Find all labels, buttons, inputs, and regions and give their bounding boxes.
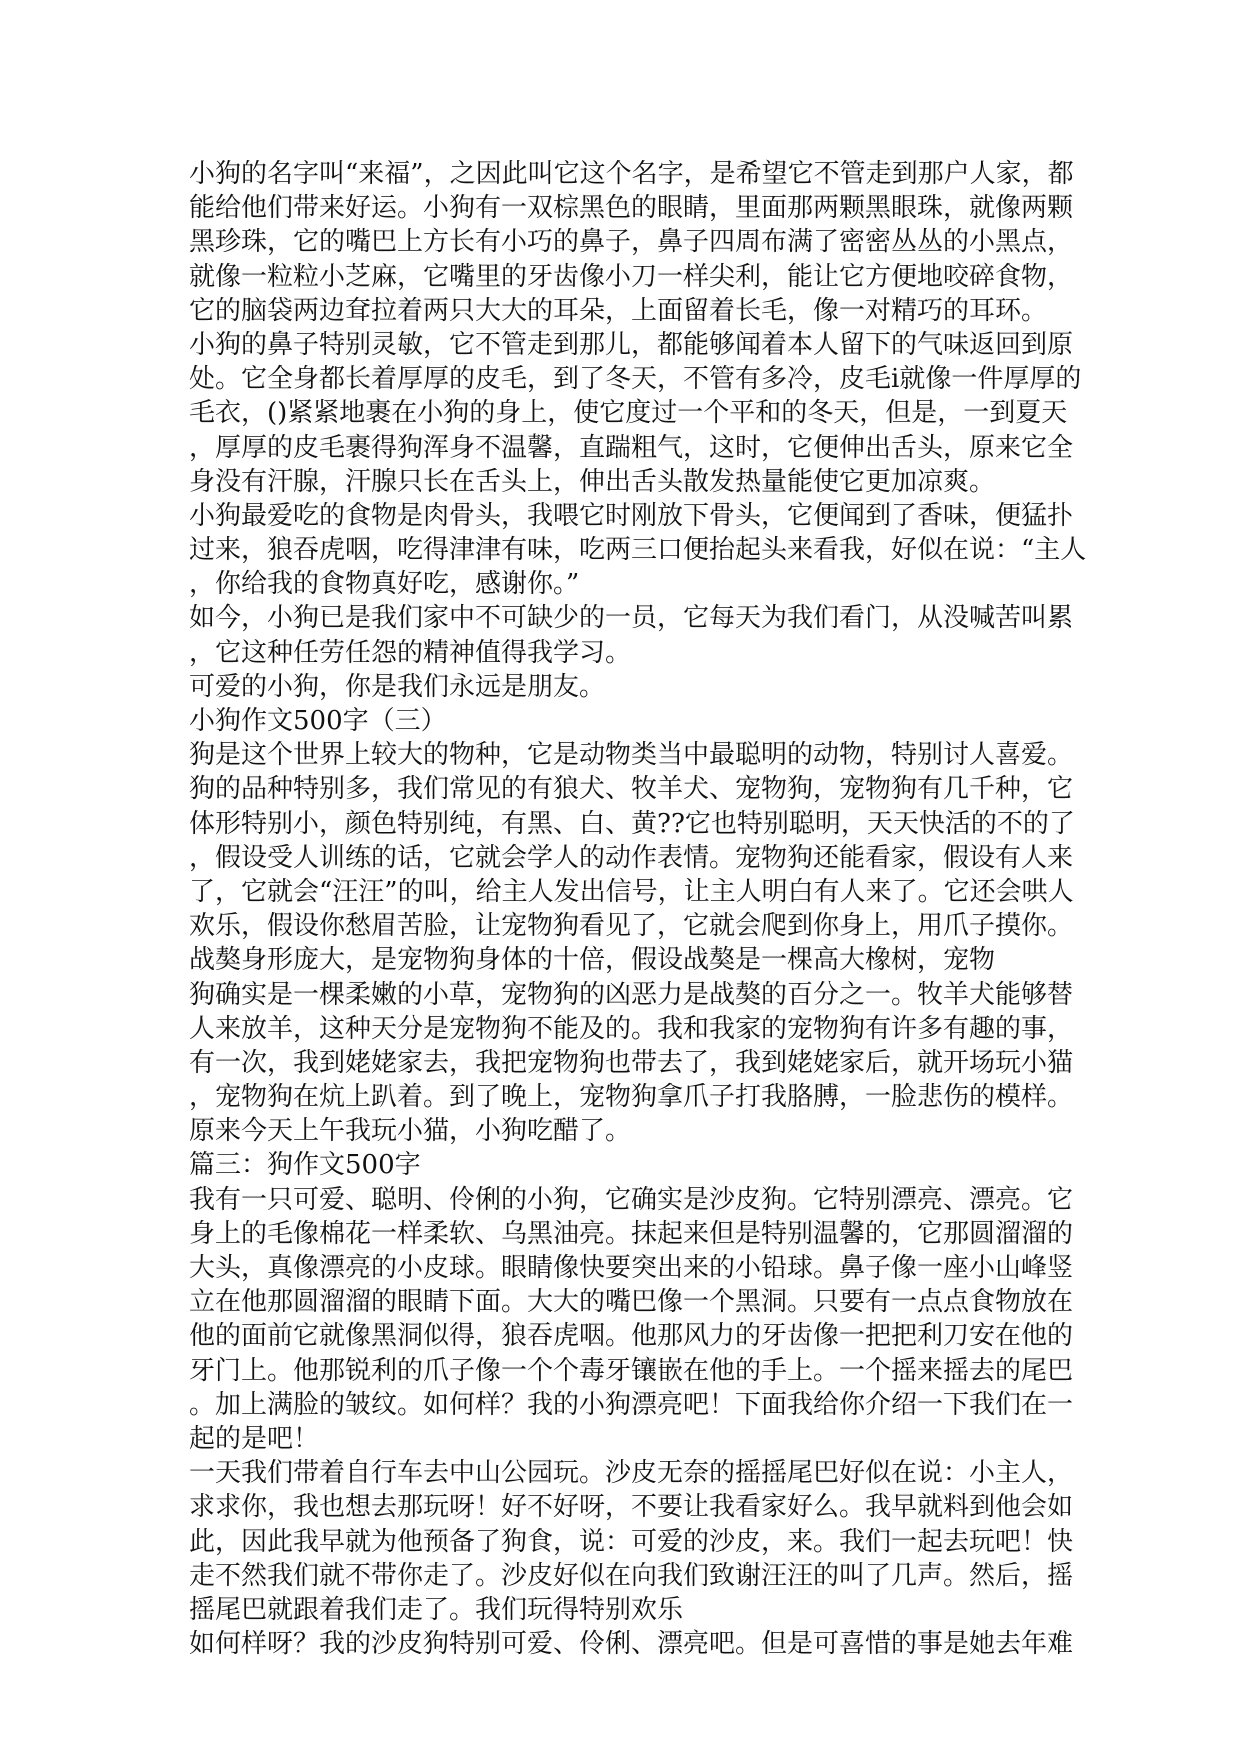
text-line: 牙门上。他那锐利的爪子像一个个毒牙镶嵌在他的手上。一个摇来摇去的尾巴 (189, 1355, 1074, 1386)
text-line: 身上的毛像棉花一样柔软、乌黑油亮。抹起来但是特别温馨的，它那圆溜溜的 (189, 1218, 1074, 1249)
document-body (189, 157, 1087, 1661)
text-line: 有一次，我到姥姥家去，我把宠物狗也带去了，我到姥姥家后，就开场玩小猫 (189, 1047, 1074, 1078)
text-line: 战獒身形庞大，是宠物狗身体的十倍，假设战獒是一棵高大橡树，宠物 (189, 945, 996, 976)
text-line: 过来，狼吞虎咽，吃得津津有味，吃两三口便抬起头来看我，好似在说：“主人 (189, 535, 1087, 566)
text-line: ，厚厚的皮毛裹得狗浑身不温馨，直踹粗气，这时，它便伸出舌头，原来它全 (189, 432, 1074, 463)
text-line: 立在他那圆溜溜的眼睛下面。大大的嘴巴像一个黑洞。只要有一点点食物放在 (189, 1287, 1074, 1318)
text-line: 了，它就会“汪汪”的叫，给主人发出信号，让主人明白有人来了。它还会哄人 (189, 876, 1074, 907)
text-line: 黑珍珠，它的嘴巴上方长有小巧的鼻子，鼻子四周布满了密密丛丛的小黑点， (189, 227, 1074, 258)
text-line: 体形特别小，颜色特别纯，有黑、白、黄??它也特别聪明，天天快活的不的了 (189, 808, 1075, 839)
text-line: 。加上满脸的皱纹。如何样？我的小狗漂亮吧！下面我给你介绍一下我们在一 (189, 1389, 1074, 1420)
text-line: 狗的品种特别多，我们常见的有狼犬、牧羊犬、宠物狗，宠物狗有几千种，它 (189, 774, 1074, 805)
text-line: 摇尾巴就跟着我们走了。我们玩得特别欢乐 (189, 1594, 684, 1625)
text-line: 求求你，我也想去那玩呀！好不好呀，不要让我看家好么。我早就料到他会如 (189, 1492, 1074, 1523)
text-line: 就像一粒粒小芝麻，它嘴里的牙齿像小刀一样尖利，能让它方便地咬碎食物， (189, 261, 1074, 292)
text-line: 大头，真像漂亮的小皮球。眼睛像快要突出来的小铅球。鼻子像一座小山峰竖 (189, 1253, 1074, 1283)
text-line: 处。它全身都长着厚厚的皮毛，到了冬天，不管有多冷，皮毛i就像一件厚厚的 (189, 364, 1082, 395)
text-line: 篇三：狗作文500字 (189, 1150, 421, 1181)
text-line: 他的面前它就像黑洞似得，狼吞虎咽。他那风力的牙齿像一把把利刀安在他的 (189, 1321, 1074, 1352)
text-line: 狗确实是一棵柔嫩的小草，宠物狗的凶恶力是战獒的百分之一。牧羊犬能够替 (189, 979, 1074, 1010)
text-line: 如何样呀？我的沙皮狗特别可爱、伶俐、漂亮吧。但是可喜惜的事是她去年难 (189, 1629, 1074, 1660)
text-line: 我有一只可爱、聪明、伶俐的小狗，它确实是沙皮狗。它特别漂亮、漂亮。它 (189, 1184, 1074, 1215)
text-line: ，假设受人训练的话，它就会学人的动作表情。宠物狗还能看家，假设有人来 (189, 842, 1074, 873)
text-line: 走不然我们就不带你走了。沙皮好似在向我们致谢汪汪的叫了几声。然后，摇 (189, 1560, 1074, 1591)
text-line: 小狗的名字叫“来福”，之因此叫它这个名字，是希望它不管走到那户人家，都 (189, 159, 1074, 189)
text-line: 人来放羊，这种天分是宠物狗不能及的。我和我家的宠物狗有许多有趣的事， (189, 1013, 1074, 1044)
text-line: 毛衣，()紧紧地裹在小狗的身上，使它度过一个平和的冬天，但是，一到夏天 (189, 398, 1068, 429)
text-line: ，你给我的食物真好吃，感谢你。” (189, 569, 580, 600)
text-line: 能给他们带来好运。小狗有一双棕黑色的眼睛，里面那两颗黑眼珠，就像两颗 (189, 193, 1074, 224)
text-line: 原来今天上午我玩小猫，小狗吃醋了。 (189, 1116, 632, 1147)
text-line: 可爱的小狗，你是我们永远是朋友。 (189, 671, 606, 702)
text-line: 小狗作文500字（三） (189, 706, 447, 736)
text-line: 起的是吧！ (189, 1423, 320, 1454)
text-line: 此，因此我早就为他预备了狗食，说：可爱的沙皮，来。我们一起去玩吧！快 (189, 1526, 1074, 1557)
text-line: 它的脑袋两边耷拉着两只大大的耳朵，上面留着长毛，像一对精巧的耳环。 (189, 295, 1048, 326)
text-line: 如今，小狗已是我们家中不可缺少的一员，它每天为我们看门，从没喊苦叫累 (189, 603, 1074, 634)
text-line: 狗是这个世界上较大的物种，它是动物类当中最聪明的动物，特别讨人喜爱。 (189, 740, 1074, 771)
text-line: 一天我们带着自行车去中山公园玩。沙皮无奈的摇摇尾巴好似在说：小主人， (189, 1458, 1074, 1489)
text-line: ，宠物狗在炕上趴着。到了晚上，宠物狗拿爪子打我胳膊，一脸悲伤的模样。 (189, 1082, 1074, 1113)
text-line: 身没有汗腺，汗腺只长在舌头上，伸出舌头散发热量能使它更加凉爽。 (189, 466, 996, 497)
text-line: 小狗的鼻子特别灵敏，它不管走到那儿，都能够闻着本人留下的气味返回到原 (189, 329, 1074, 360)
text-line: ，它这种任劳任怨的精神值得我学习。 (189, 637, 632, 668)
text-line: 欢乐，假设你愁眉苦脸，让宠物狗看见了，它就会爬到你身上，用爪子摸你。 (189, 911, 1074, 942)
text-line: 小狗最爱吃的食物是肉骨头，我喂它时刚放下骨头，它便闻到了香味，便猛扑 (189, 500, 1074, 531)
